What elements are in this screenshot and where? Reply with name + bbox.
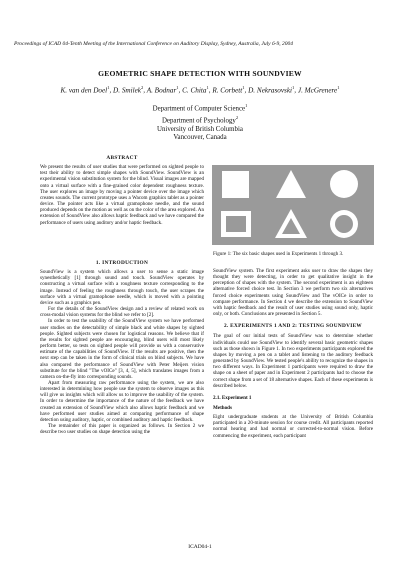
location: Vancouver, Canada bbox=[173, 134, 227, 142]
affiliations bbox=[0, 102, 400, 143]
experiment1-heading: 2.1. Experiment 1 bbox=[213, 394, 252, 401]
proceedings-header: Proceedings of ICAD 04-Tenth Meeting of the International Conference on Auditory Display, Sydney, Australia, July 6-9, 2004 bbox=[14, 41, 294, 47]
paper-title bbox=[0, 69, 400, 78]
intro-continuation: SoundView system. The first experiment asks user to draw the shapes they thought they were detecting, in order to get qualitative insight in the perception of shapes with the system. The second experiment is an eighteen alternative forced choice test. In Section 3 we perform two six alternatives forced choice experiments using SoundView and The vOICe in order to compare performance. In Section 4 we describe the extension to SoundView with haptic feedback and the result of user studies using sound only, haptic only, or both. Conclusions are presented in Section 5. bbox=[213, 268, 373, 318]
intro-paragraph: In order to test the usability of the SoundView system we have performed user studies on the detectability of simple black and white shapes by sighted people. Sighted subjects were chosen for logistical reasons. We believe that if the results for sighted people are encouraging, blind users will most likely perform better, so tests on sighted people will provide us with a conservative estimate of the capabilities of SoundView. If the results are positive, then the next step can be taken in the form of clinical trials on blind subjects. We have also compared the performance of SoundView with Peter Meijers vision substitute for the blind "The vOICe" [3, 4, 5], which translates images from a camera on-the-fly into corresponding sounds. bbox=[40, 318, 204, 380]
author-affiliation-mark: 1 bbox=[176, 85, 179, 90]
figure-caption: Figure 1: The six basic shapes used in Experiments 1 through 3. bbox=[213, 251, 344, 257]
section2-paragraph: The goal of our initial tests of SoundView was to determine whether individuals could use SoundView to identify several basic geometric shapes such as those shown in Figure 1. In two experiments participants explored the shapes by moving a pen on a tablet and listening to the auditory feedback generated by SoundView. We tested people's ability to recognize the shapes in two different ways. In Experiment 1 participants were required to draw the shape on a sheet of paper and in Experiment 2 participants had to choose the correct shape from a set of 18 alternative shapes. Each of these experiments is described below. bbox=[213, 333, 373, 389]
author-affiliation-mark: 2 bbox=[140, 85, 144, 90]
author-name: D. Smilek bbox=[113, 86, 141, 95]
author-list: K. van den Doel$^1$, D. Smilek$^2$, A. Bodnar$^1$, C. Chita$^1$, R. Corbett$^1$, D. Nekrasovski$^1$, J. McGrenere$^1$ bbox=[60, 85, 340, 95]
figure-six-shapes bbox=[212, 165, 374, 245]
abstract-text: We present the results of user studies that were performed on sighted people to test their ability to detect simple shapes with SoundView. SoundView is an experimental vision substitution system for the blind. Visual images are mapped onto a virtual surface with a fine-grained color dependent roughness texture. The user explores an image by moving a pointer device over the image which creates sounds. The current prototype uses a Wacom graphics tablet as a pointer device. The pointer acts like a virtual gramophone needle, and the sound produced depends on the motion as well as on the color of the area explored. An extension of SoundView also allows haptic feedback and we have compared the performance of users using auditory and/or haptic feedback. bbox=[40, 164, 204, 226]
author-affiliation-mark: 1 bbox=[242, 85, 245, 90]
circle-shape bbox=[330, 170, 358, 198]
author-affiliation-mark: 1 bbox=[292, 85, 295, 90]
author-name: R. Corbett bbox=[212, 86, 243, 95]
author-name: D. Nekrasovski bbox=[248, 86, 293, 95]
author-affiliation-mark: 1 bbox=[337, 85, 340, 90]
affiliation-psych: Department of Psychology$^2$ bbox=[161, 114, 239, 125]
intro-heading: 1. INTRODUCTION bbox=[95, 260, 149, 266]
author-name: C. Chita bbox=[182, 86, 207, 95]
introduction-section bbox=[40, 260, 204, 435]
abstract-section bbox=[40, 155, 204, 226]
author-affiliation-mark: 1 bbox=[206, 85, 209, 90]
author-name: A. Bodnar bbox=[146, 86, 177, 95]
methods-heading: Methods bbox=[213, 404, 232, 411]
intro-paragraph: Apart from measuring raw performance using the system, we are also interested in determining how people use the system to observe images as this will give us insights which will allow us to improve the usability of the system. In order to determine the importance of the nature of the feedback we have created an extension of SoundView which also allows haptic feedback and we have performed user studies aimed at comparing performance of shape detection using auditory, haptic, or combined auditory and haptic feedback. bbox=[40, 379, 204, 423]
methods-paragraph: Eight undergraduate students at the University of British Columbia participated in a 20-minute session for course credit. All participants reported normal hearing and had normal or corrected-to-normal vision. Before commencing the experiment, each participant bbox=[213, 414, 373, 439]
author-name: K. van den Doel bbox=[60, 86, 108, 95]
title-soundview: SOUNDVIEW bbox=[252, 69, 302, 78]
intro-paragraph: For the details of the SoundView design and a review of related work on cross-modal vision systems for the blind we refer to [2]. bbox=[40, 306, 204, 319]
author-name: J. McGrenere bbox=[297, 86, 338, 95]
university: University of British Columbia bbox=[157, 125, 243, 133]
page-number: ICAD04-1 bbox=[188, 544, 212, 550]
right-column bbox=[213, 268, 373, 439]
intro-paragraph: The remainder of this paper is organized as follows. In Section 2 we describe two user studies on shape detection using the bbox=[40, 423, 204, 436]
affiliation-cs: Department of Computer Science$^1$ bbox=[152, 103, 248, 113]
intro-paragraph: SoundView is a system which allows a user to sense a static image synesthetically [1] through sound and touch. SoundView operates by constructing a virtual surface with a roughness texture corresponding to the image. Instead of feeling the roughness through touch, the user scrapes the surface with a virtual gramophone needle, which is moved with a pointing device such as a graphics pen. bbox=[40, 269, 204, 306]
section2-heading: 2. EXPERIMENTS 1 AND 2: TESTING SOUNDVIEW bbox=[223, 323, 363, 330]
author-affiliation-mark: 1 bbox=[107, 85, 110, 90]
title-main: GEOMETRIC SHAPE DETECTION WITH bbox=[98, 69, 253, 78]
abstract-heading: ABSTRACT bbox=[106, 155, 138, 161]
square-shape bbox=[222, 171, 249, 198]
